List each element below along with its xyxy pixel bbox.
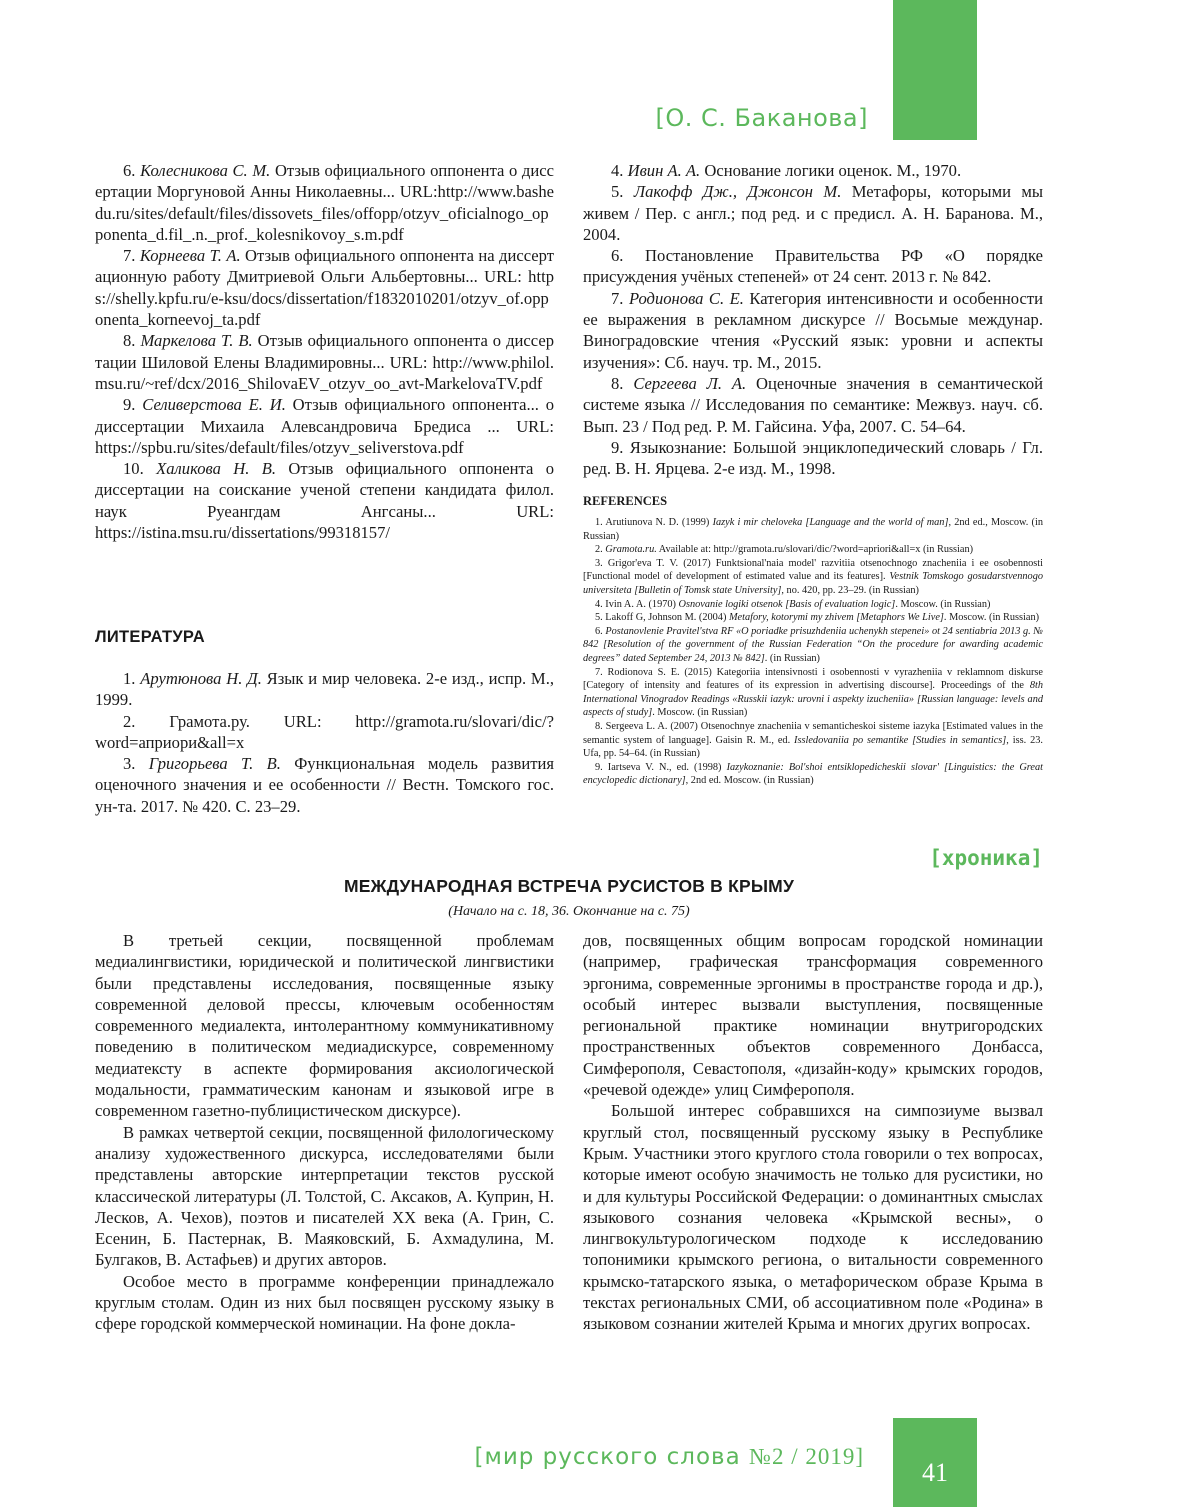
literature-heading: ЛИТЕРАТУРА: [95, 628, 205, 646]
source-item-8: 8. Маркелова Т. В. Отзыв официального оппонента о диссертации Шиловой Елены Владимировны... URL: http://www.philol.msu.ru/~ref/dcx/2016_ShilovaEV_otzyv_oo_avt-MarkelovaTV.pdf: [95, 331, 554, 393]
article-continuation-note: (Начало на с. 18, 36. Окончание на с. 75): [448, 904, 690, 919]
literature-item-7: 7. Родионова С. Е. Категория интенсивности и особенности ее выражения в рекламном дискурсе // Восьмые междунар. Виноградовские чтения «Русский язык: уровни и аспекты изучения»: Сб. науч. тр. М., 2015.: [583, 288, 1043, 372]
literature-item-1: 1. Арутюнова Н. Д. Язык и мир человека. 2-е изд., испр. М., 1999.: [95, 669, 554, 710]
source-item-10: 10. Халикова Н. В. Отзыв официального оппонента о диссертации на соискание ученой степени кандидата филол. наук Руеангдам Ангсаны... URL: https://istina.msu.ru/dissertations/99318157/: [95, 459, 554, 543]
reference-item: 4. Ivin A. A. (1970) Osnovanie logiki otsenok [Basis of evaluation logic]. Moscow. (in Russian): [595, 598, 991, 610]
article-paragraph: В рамках четвертой секции, посвященной филологическому анализу художественного дискурса, исследователями были представлены авторские интерпретации текстов русской классической литературы (Л. Толстой, С. Аксаков, А. Куприн, Н. Лесков, А. Чехов), поэтов и писателей XX века (А. Грин, С. Есенин, Б. Пастернак, В. Маяковский, Б. Ахмадулина, М. Булгаков, В. Астафьев) и других авторов.: [95, 1122, 554, 1270]
literature-item-5: 5. Лакофф Дж., Джонсон М. Метафоры, которыми мы живем / Пер. с англ.; под ред. и с предисл. А. Н. Баранова. М., 2004.: [583, 182, 1043, 244]
article-paragraph: Особое место в программе конференции принадлежало круглым столам. Один из них был посвящен русскому языку в сфере городской коммерческой номинации. На фоне докла-: [95, 1271, 554, 1334]
article-left-column: [95, 930, 554, 1335]
article-paragraph: Большой интерес собравшихся на симпозиуме вызвал круглый стол, посвященный русскому языку в Республике Крым. Участники этого круглого стола говорили о тех вопросах, которые имеют особую значимость не только для русистики, но и для культуры Российской Федерации: о доминантных смыслах языкового сознания человека «Крымской весны», о лингвокультурологическом подходе к исследованию топонимики крымского региона, о витальности современного крымско-татарского языка, о метафорическом образе Крыма в текстах региональных СМИ, об ассоциативном поле «Родина» в языковом сознании жителей Крыма и многих других вопросах.: [583, 1101, 1043, 1334]
reference-item: 5. Lakoff G, Johnson M. (2004) Metafory, kotorymi my zhivem [Metaphors We Live]. Moscow. (in Russian): [595, 612, 1040, 624]
references-heading: REFERENCES: [583, 494, 668, 508]
header-accent-bar: [893, 0, 977, 140]
references-list: [583, 516, 1043, 788]
reference-item: 8. Sergeeva L. A. (2007) Otsenochnye znacheniia v semanticheskoi sisteme iazyka [Estimated values in the semantic system of language]. Gaisin R. M., ed. Issledovaniia po semantike [Studies in semantics], iss. 23. Ufa, pp. 54–64. (in Russian): [583, 720, 1043, 760]
literature-item-8: 8. Сергеева Л. А. Оценочные значения в семантической системе языка // Исследования по семантике: Межвуз. науч. сб. Вып. 23 / Под ред. Р. М. Гайсина. Уфа, 2007. С. 54–64.: [583, 373, 1044, 436]
journal-issue: №2 / 2019]: [749, 1444, 864, 1469]
article-right-column: [583, 930, 1043, 1335]
running-head-author: [О. С. Баканова]: [655, 104, 868, 132]
article-paragraph: дов, посвященных общим вопросам городской номинации (например, графическая трансформация современного эргонима, современные эргонимы в пространстве города и др.), особый интерес вызвали выступления, посвященные региональной практике номинации внутригородских пространственных объектов современного Донбасса, Симферополя, Севастополя, «дизайн-коду» крымских городов, «речевой одежде» улиц Симферополя.: [583, 931, 1043, 1100]
literature-item-9: 9. Языкознание: Большой энциклопедический словарь / Гл. ред. В. Н. Ярцева. 2-е изд. М., 1998.: [583, 437, 1043, 479]
reference-item: 9. Iartseva V. N., ed. (1998) Iazykoznanie: Bol'shoi entsiklopedicheskii slovar' [Linguistics: the Great encyclopedic dictionary], 2nd ed. Moscow. (in Russian): [583, 761, 1043, 787]
literature-right: [583, 160, 1043, 479]
source-item-9: 9. Селиверстова Е. И. Отзыв официального оппонента... о диссертации Михаила Алевсандровича Бредиса ... URL: https://spbu.ru/sites/default/files/otzyv_seliverstova.pdf: [95, 395, 555, 457]
article-paragraph: В третьей секции, посвященной проблемам медиалингвистики, юридической и политической лингвистики были представлены исследования, посвященные языку современной деловой прессы, ключевым особенностям современного медиалекта, интолерантному коммуникативному поведению в политическом медиадискурсе, современному медиатексту в аспекте формирования аксиологической модальности, грамматическим канонам и языковой игре в современном газетно-публицистическом дискурсе).: [95, 931, 554, 1121]
running-foot-journal: [475, 1444, 865, 1470]
literature-left: [95, 668, 554, 817]
reference-item: 3. Grigor'eva T. V. (2017) Funktsional'naia model' razvitiia otsenochnogo znacheniia i ee osobennosti [Functional model of development of estimated value and its features]. Vestnik Tomskogo gosudarstvennogo universiteta [Bulletin of Tomsk state University], no. 420, pp. 23–29. (in Russian): [583, 557, 1043, 596]
literature-item-6: 6. Постановление Правительства РФ «О порядке присуждения учёных степеней» от 24 сент. 2013 г. № 842.: [583, 246, 1043, 287]
literature-item-2: 2. Грамота.ру. URL: http://gramota.ru/slovari/dic/?word=априори&all=x: [95, 711, 554, 752]
page-number: 41: [922, 1458, 948, 1487]
reference-item: 7. Rodionova S. E. (2015) Kategoriia intensivnosti i osobennosti v vyrazheniia v reklamnom diskurse [Category of intensity and features of its expression in advertising discourse]. Proceedings of the 8th International Vinogradov Readings «Russkii iazyk: urovni i aspekty izucheniia» [Russian language: levels and aspects of study]. Moscow. (in Russian): [583, 666, 1043, 719]
source-item-7: 7. Корнеева Т. А. Отзыв официального оппонента на диссертационную работу Дмитриевой Ольги Альбертовны... URL: https://shelly.kpfu.ru/e-ksu/docs/dissertation/f1832010201/otzyv_of.opponenta_korneevoj_ta.pdf: [95, 246, 554, 330]
left-column-sources: [95, 160, 554, 543]
reference-item: 1. Arutiunova N. D. (1999) Iazyk i mir cheloveka [Language and the world of man], 2nd ed., Moscow. (in Russian): [583, 517, 1043, 542]
section-tag-chronicle: [хроника]: [929, 846, 1043, 870]
literature-item-3: 3. Григорьева Т. В. Функциональная модель развития оценочного значения и ее особенности // Вестн. Томского гос. ун-та. 2017. № 420. С. 23–29.: [95, 754, 554, 816]
journal-name: [мир русского слова: [474, 1444, 741, 1470]
reference-item: 2. Gramota.ru. Available at: http://gramota.ru/slovari/dic/?word=apriori&all=x (in Russian): [595, 544, 974, 556]
literature-item-4: 4. Ивин А. А. Основание логики оценок. М., 1970.: [611, 161, 962, 180]
article-title: МЕЖДУНАРОДНАЯ ВСТРЕЧА РУСИСТОВ В КРЫМУ: [343, 876, 795, 896]
reference-item: 6. Postanovlenie Pravitel'stva RF «O poriadke prisuzhdeniia uchenykh stepenei» ot 24 sentiabria 2013 g. № 842 [Resolution of the government of the Russian Federation “On the procedure for awarding academic degrees” dated September 24, 2013 № 842]. (in Russian): [583, 625, 1044, 664]
source-item-6: 6. Колесникова С. М. Отзыв официального оппонента о диссертации Моргуновой Анны Николаевны... URL:http://www.bashedu.ru/sites/default/files/dissovets_files/offopp/otzyv_oficialnogo_opponenta_d.fil_.n._prof._kolesnikovoy_s.m.pdf: [95, 161, 554, 244]
